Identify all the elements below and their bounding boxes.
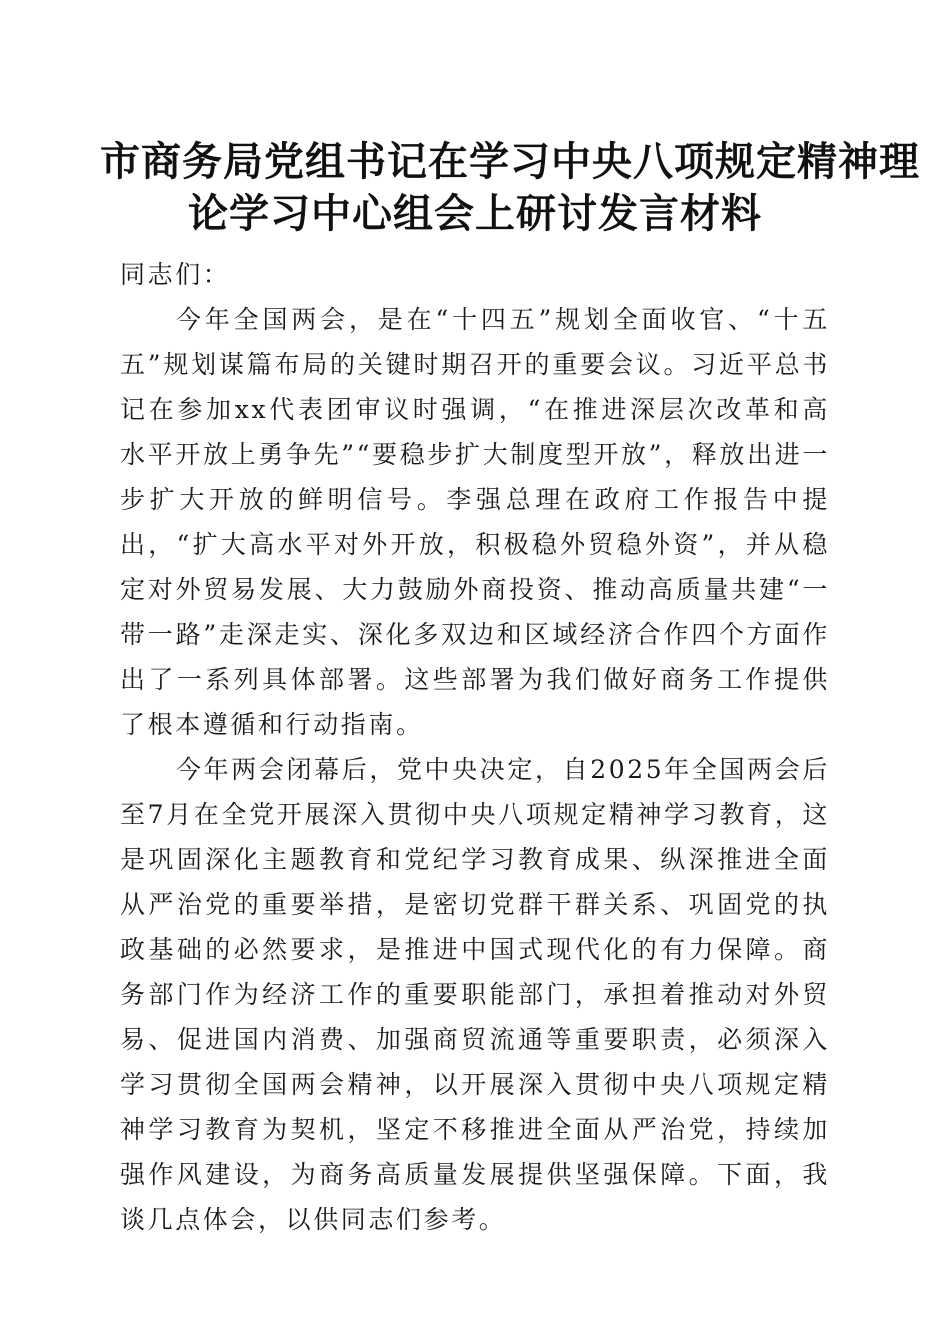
title-line-1: 市商务局党组书记在学习中央八项规定精神理 bbox=[100, 138, 920, 185]
title-line-2: 论学习中心组会上研讨发言材料 bbox=[188, 190, 762, 237]
salutation: 同志们： bbox=[120, 260, 231, 289]
paragraph-2: 今年两会闭幕后，党中央决定，自2025年全国两会后至7月在全党开展深入贯彻中央八项规定精神学习教育，这是巩固深化主题教育和党纪学习教育成果、纵深推进全面从严治党的重要举措，是密切党群干群关系、巩固党的执政基础的必然要求，是推进中国式现代化的有力保障。商务部门作为经济工作的重要职能部门，承担着推动对外贸易、促进国内消费、加强商贸流通等重要职责，必须深入学习贯彻全国两会精神，以开展深入贯彻中央八项规定精神学习教育为契机，坚定不移推进全面从严治党，持续加强作风建设，为商务高质量发展提供坚强保障。下面，我谈几点体会，以供同志们参考。 bbox=[120, 755, 830, 1234]
document-title bbox=[100, 136, 920, 240]
document-body bbox=[120, 252, 830, 1242]
paragraph-1: 今年全国两会，是在“十四五”规划全面收官、“十五五”规划谋篇布局的关键时期召开的重要会议。习近平总书记在参加xx代表团审议时强调，“在推进深层次改革和高水平开放上勇争先”“要稳步扩大制度型开放”，释放出进一步扩大开放的鲜明信号。李强总理在政府工作报告中提出，“扩大高水平对外开放，积极稳外贸稳外资”，并从稳定对外贸易发展、大力鼓励外商投资、推动高质量共建“一带一路”走深走实、深化多双边和区域经济合作四个方面作出了一系列具体部署。这些部署为我们做好商务工作提供了根本遵循和行动指南。 bbox=[120, 305, 830, 739]
